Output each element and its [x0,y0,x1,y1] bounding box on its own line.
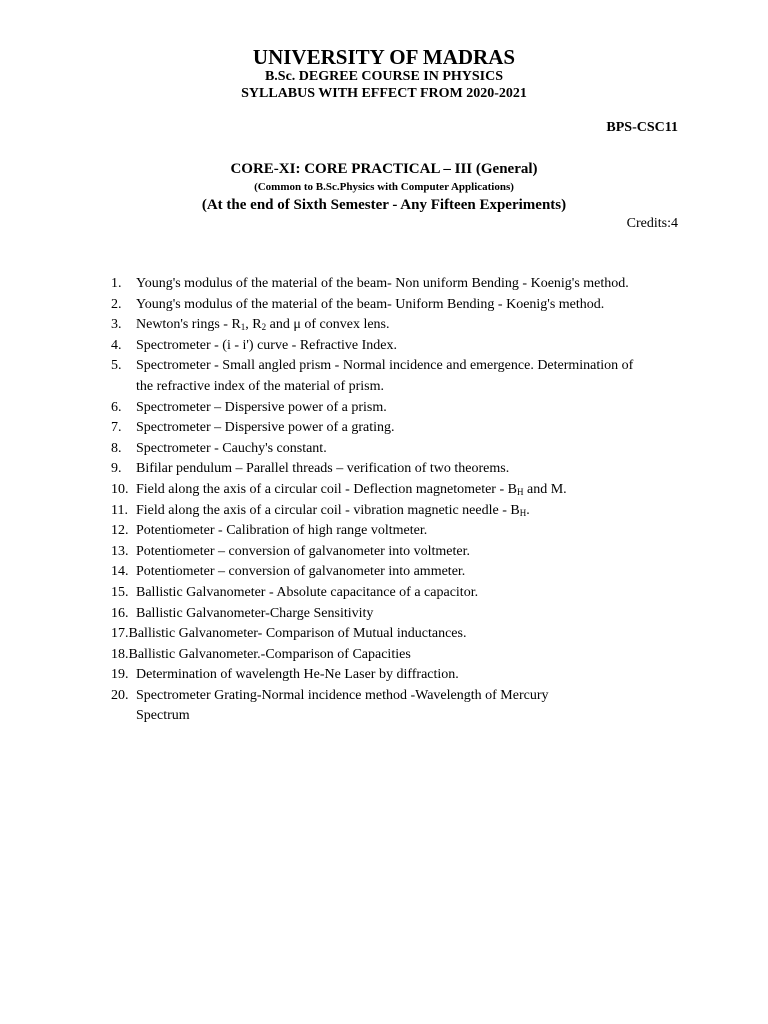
list-item-number: 4. [111,337,122,353]
list-item [111,336,691,357]
list-item-number: 20. [111,687,129,703]
list-item-text: Potentiometer – conversion of galvanometer into ammeter. [136,564,466,580]
list-item-number: 19. [111,667,129,683]
text-part: . [526,502,530,518]
list-item-text: Spectrometer – Dispersive power of a prism. [136,399,387,415]
list-item-text [111,480,691,501]
list-item [111,624,691,645]
list-item-number: 5. [111,358,122,374]
list-item [111,356,691,397]
list-item-text: Spectrometer - Cauchy's constant. [136,440,327,456]
list-item-text: Ballistic Galvanometer-Charge Sensitivity [136,605,374,621]
list-item [111,562,691,583]
list-item-text: Potentiometer – conversion of galvanometer into voltmeter. [136,543,470,559]
text-part: Field along the axis of a circular coil - Deflection magnetometer - B [136,481,517,497]
list-item [111,686,691,727]
credits: Credits:4 [626,216,678,231]
list-item [111,542,691,563]
list-item-text [111,686,691,727]
experiment-list [111,274,691,727]
list-item-number: 8. [111,440,122,456]
list-item [111,501,691,522]
list-item-number: 18. [111,646,129,662]
list-item-line: Spectrum [136,708,190,724]
list-item-text [111,315,691,336]
list-item [111,295,691,316]
list-item-number: 10. [111,481,129,497]
syllabus-effective: SYLLABUS WITH EFFECT FROM 2020-2021 [241,86,527,101]
list-item [111,645,691,666]
list-item-line: Spectrometer Grating-Normal incidence method -Wavelength of Mercury [136,687,549,703]
text-part: and μ of convex lens. [266,317,390,333]
list-item-text [111,501,691,522]
list-item-text: Determination of wavelength He-Ne Laser by diffraction. [136,667,459,683]
subject-title: CORE-XI: CORE PRACTICAL – III (General) [230,161,538,177]
list-item [111,604,691,625]
course-name: B.Sc. DEGREE COURSE IN PHYSICS [264,69,504,84]
document-title: UNIVERSITY OF MADRAS [252,45,516,69]
list-item [111,274,691,295]
list-item-number: 15. [111,584,129,600]
list-item-number: 6. [111,399,122,415]
list-item-number: 11. [111,502,128,518]
text-part: , R [245,317,262,333]
list-item-number: 16. [111,605,129,621]
list-item-number: 1. [111,276,122,291]
list-item-number: 13. [111,543,129,559]
list-item-number: 12. [111,523,129,539]
subject-semester-note: (At the end of Sixth Semester - Any Fifteen Experiments) [201,197,567,213]
subscript: H [519,507,527,518]
subscript: 2 [261,322,267,333]
list-item-text: Potentiometer - Calibration of high range voltmeter. [136,523,428,539]
list-item-text: Spectrometer – Dispersive power of a grating. [136,420,395,436]
subscript: H [516,486,524,497]
list-item [111,480,691,501]
text-part: Newton's rings - R [136,317,241,333]
list-item [111,665,691,686]
text-part: and M. [523,481,567,497]
list-item-text: Ballistic Galvanometer- Comparison of Mutual inductances. [128,626,467,642]
list-item-line: the refractive index of the material of prism. [136,378,385,394]
list-item-number: 2. [111,296,122,312]
course-code: BPS-CSC11 [606,120,678,135]
list-item [111,459,691,480]
list-item-number: 3. [111,317,122,333]
subject-common-note: (Common to B.Sc.Physics with Computer Applications) [254,181,514,193]
list-item [111,583,691,604]
list-item [111,315,691,336]
list-item-text: Ballistic Galvanometer - Absolute capacitance of a capacitor. [136,584,479,600]
list-item-text: Spectrometer - (i - i') curve - Refractive Index. [136,337,398,353]
text-part: Field along the axis of a circular coil - vibration magnetic needle - B [136,502,520,518]
list-item [111,521,691,542]
list-item-text: Young's modulus of the material of the beam- Non uniform Bending - Koenig's method. [136,276,629,291]
list-item-text: Young's modulus of the material of the beam- Uniform Bending - Koenig's method. [136,296,605,312]
list-item-number: 9. [111,461,122,477]
list-item [111,439,691,460]
list-item-text: Bifilar pendulum – Parallel threads – verification of two theorems. [136,461,510,477]
list-item [111,398,691,419]
list-item-number: 7. [111,420,122,436]
list-item [111,418,691,439]
list-item-number: 14. [111,564,129,580]
list-item-number: 17. [111,626,129,642]
list-item-line: Spectrometer - Small angled prism - Normal incidence and emergence. Determination of [136,358,634,374]
subscript: 1 [240,322,246,333]
list-item-text: Ballistic Galvanometer.-Comparison of Capacities [128,646,411,662]
list-item-text [111,356,691,397]
